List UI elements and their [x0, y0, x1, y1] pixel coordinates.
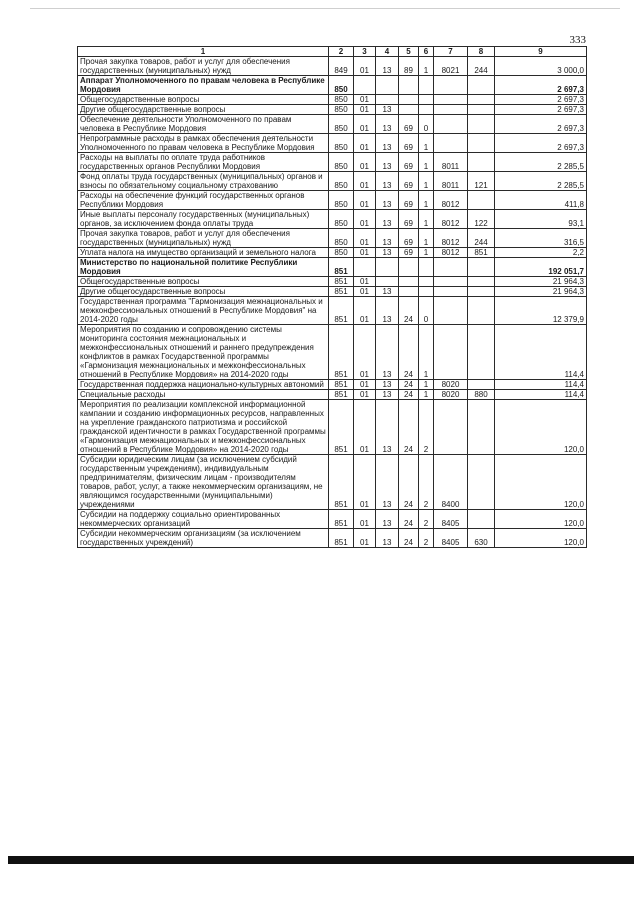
row-section-code: 01	[354, 134, 376, 153]
row-expense-type-code	[468, 510, 495, 529]
row-name: Другие общегосударственные вопросы	[78, 287, 329, 297]
row-subsection-code: 13	[376, 510, 399, 529]
row-direction-code	[434, 400, 468, 455]
table-row	[78, 191, 587, 210]
row-ministry-code: 850	[329, 95, 354, 105]
row-section-code: 01	[354, 510, 376, 529]
row-program-code: 69	[399, 153, 419, 172]
row-expense-type-code	[468, 191, 495, 210]
table-row	[78, 287, 587, 297]
row-program-code: 24	[399, 390, 419, 400]
row-amount: 114,4	[495, 390, 587, 400]
table-row	[78, 390, 587, 400]
row-ministry-code: 850	[329, 248, 354, 258]
row-subprogram-code: 1	[419, 57, 434, 76]
table-row	[78, 325, 587, 380]
table-row	[78, 229, 587, 248]
row-subsection-code: 13	[376, 172, 399, 191]
row-subprogram-code: 2	[419, 529, 434, 548]
row-subsection-code: 13	[376, 390, 399, 400]
table-row	[78, 380, 587, 390]
table-row	[78, 510, 587, 529]
row-subprogram-code: 1	[419, 191, 434, 210]
table-row	[78, 258, 587, 277]
row-program-code: 69	[399, 210, 419, 229]
row-direction-code	[434, 115, 468, 134]
page-number: 333	[569, 34, 586, 46]
row-direction-code	[434, 325, 468, 380]
row-direction-code	[434, 134, 468, 153]
row-amount: 120,0	[495, 455, 587, 510]
row-name: Государственная программа "Гармонизация межнациональных и межконфессиональных отношений в Республике Мордовия" на 2014-2020 годы	[78, 297, 329, 325]
row-expense-type-code: 122	[468, 210, 495, 229]
row-expense-type-code: 880	[468, 390, 495, 400]
row-amount: 2,2	[495, 248, 587, 258]
row-section-code: 01	[354, 380, 376, 390]
row-subsection-code: 13	[376, 455, 399, 510]
row-ministry-code: 850	[329, 191, 354, 210]
row-program-code: 69	[399, 115, 419, 134]
row-direction-code: 8405	[434, 510, 468, 529]
row-ministry-code: 851	[329, 325, 354, 380]
row-subprogram-code	[419, 95, 434, 105]
row-subsection-code: 13	[376, 529, 399, 548]
row-amount: 21 964,3	[495, 277, 587, 287]
header-col-2: 2	[329, 47, 354, 57]
row-name: Уплата налога на имущество организаций и земельного налога	[78, 248, 329, 258]
row-program-code: 89	[399, 57, 419, 76]
row-ministry-code: 850	[329, 134, 354, 153]
table-row	[78, 172, 587, 191]
row-subprogram-code	[419, 258, 434, 277]
row-subprogram-code: 1	[419, 380, 434, 390]
row-name: Субсидии на поддержку социально ориентированных некоммерческих организаций	[78, 510, 329, 529]
row-subprogram-code: 0	[419, 297, 434, 325]
table-row	[78, 400, 587, 455]
row-ministry-code: 849	[329, 57, 354, 76]
row-subprogram-code: 0	[419, 115, 434, 134]
row-section-code: 01	[354, 191, 376, 210]
row-direction-code: 8020	[434, 390, 468, 400]
row-section-code: 01	[354, 325, 376, 380]
row-ministry-code: 850	[329, 153, 354, 172]
row-section-code: 01	[354, 115, 376, 134]
row-amount: 411,8	[495, 191, 587, 210]
row-subprogram-code	[419, 76, 434, 95]
row-section-code: 01	[354, 105, 376, 115]
row-amount: 21 964,3	[495, 287, 587, 297]
row-expense-type-code: 630	[468, 529, 495, 548]
row-section-code: 01	[354, 400, 376, 455]
table-row	[78, 529, 587, 548]
row-amount: 316,5	[495, 229, 587, 248]
row-expense-type-code	[468, 297, 495, 325]
row-subsection-code: 13	[376, 105, 399, 115]
row-subsection-code: 13	[376, 380, 399, 390]
row-amount: 114,4	[495, 380, 587, 390]
row-name: Обеспечение деятельности Уполномоченного по правам человека в Республике Мордовия	[78, 115, 329, 134]
row-direction-code: 8012	[434, 248, 468, 258]
row-direction-code	[434, 287, 468, 297]
row-subprogram-code: 1	[419, 153, 434, 172]
row-name: Государственная поддержка национально-культурных автономий	[78, 380, 329, 390]
row-ministry-code: 851	[329, 529, 354, 548]
table-row	[78, 210, 587, 229]
scan-top-rule	[30, 8, 620, 9]
row-section-code	[354, 76, 376, 95]
table-row	[78, 277, 587, 287]
row-section-code: 01	[354, 95, 376, 105]
row-ministry-code: 850	[329, 229, 354, 248]
row-section-code: 01	[354, 277, 376, 287]
row-direction-code	[434, 76, 468, 95]
scan-bottom-bar	[8, 856, 634, 864]
row-name: Мероприятия по созданию и сопровождению системы мониторинга состояния межнациональных и межконфессиональных отношений и раннего предупреждения конфликтов в рамках Государственной программы «Гармонизация межнациональных и межконфессиональных отношений в Республике Мордовия» на 2014-2020 годы	[78, 325, 329, 380]
row-section-code: 01	[354, 57, 376, 76]
header-col-9: 9	[495, 47, 587, 57]
table-row	[78, 153, 587, 172]
row-expense-type-code	[468, 287, 495, 297]
row-expense-type-code	[468, 400, 495, 455]
row-ministry-code: 851	[329, 287, 354, 297]
row-section-code	[354, 258, 376, 277]
row-amount: 2 697,3	[495, 134, 587, 153]
row-name: Непрограммные расходы в рамках обеспечения деятельности Уполномоченного по правам человека в Республике Мордовия	[78, 134, 329, 153]
row-name: Общегосударственные вопросы	[78, 95, 329, 105]
row-program-code	[399, 277, 419, 287]
row-program-code: 69	[399, 134, 419, 153]
row-amount: 93,1	[495, 210, 587, 229]
row-program-code: 69	[399, 172, 419, 191]
row-subprogram-code: 1	[419, 390, 434, 400]
row-name: Общегосударственные вопросы	[78, 277, 329, 287]
row-name: Министерство по национальной политике Республики Мордовия	[78, 258, 329, 277]
row-name: Прочая закупка товаров, работ и услуг для обеспечения государственных (муниципальных) нужд	[78, 57, 329, 76]
budget-table	[77, 46, 587, 548]
row-section-code: 01	[354, 248, 376, 258]
row-name: Специальные расходы	[78, 390, 329, 400]
row-ministry-code: 851	[329, 277, 354, 287]
row-direction-code: 8021	[434, 57, 468, 76]
table-row	[78, 115, 587, 134]
row-subprogram-code: 2	[419, 510, 434, 529]
header-col-5: 5	[399, 47, 419, 57]
row-name: Аппарат Уполномоченного по правам человека в Республике Мордовия	[78, 76, 329, 95]
table-header-row	[78, 47, 587, 57]
row-subprogram-code	[419, 287, 434, 297]
row-section-code: 01	[354, 455, 376, 510]
row-expense-type-code	[468, 105, 495, 115]
row-section-code: 01	[354, 390, 376, 400]
row-expense-type-code	[468, 380, 495, 390]
row-program-code	[399, 258, 419, 277]
row-subprogram-code: 2	[419, 400, 434, 455]
row-direction-code	[434, 105, 468, 115]
row-subprogram-code: 1	[419, 325, 434, 380]
row-expense-type-code	[468, 258, 495, 277]
row-subsection-code: 13	[376, 191, 399, 210]
row-program-code: 24	[399, 297, 419, 325]
row-expense-type-code: 121	[468, 172, 495, 191]
row-subprogram-code: 1	[419, 134, 434, 153]
row-ministry-code: 850	[329, 76, 354, 95]
row-direction-code	[434, 95, 468, 105]
row-program-code: 69	[399, 248, 419, 258]
row-name: Иные выплаты персоналу государственных (муниципальных) органов, за исключением фонда оплаты труда	[78, 210, 329, 229]
row-subprogram-code: 1	[419, 172, 434, 191]
row-name: Мероприятия по реализации комплексной информационной кампании и созданию информационных ресурсов, направленных на укрепление гражданского патриотизма и российской гражданской идентичности в рамках Государственной программы «Гармонизация межнациональных и межконфессиональных отношений в Республике Мордовия» на 2014-2020 годы	[78, 400, 329, 455]
row-subprogram-code	[419, 105, 434, 115]
row-direction-code: 8020	[434, 380, 468, 390]
row-program-code	[399, 287, 419, 297]
row-subprogram-code: 1	[419, 248, 434, 258]
row-name: Другие общегосударственные вопросы	[78, 105, 329, 115]
row-section-code: 01	[354, 172, 376, 191]
row-expense-type-code	[468, 95, 495, 105]
row-program-code: 24	[399, 380, 419, 390]
header-col-8: 8	[468, 47, 495, 57]
row-program-code: 24	[399, 325, 419, 380]
row-program-code	[399, 95, 419, 105]
row-subsection-code: 13	[376, 287, 399, 297]
row-subsection-code: 13	[376, 325, 399, 380]
row-subsection-code: 13	[376, 57, 399, 76]
row-direction-code	[434, 297, 468, 325]
row-amount: 192 051,7	[495, 258, 587, 277]
row-direction-code: 8011	[434, 153, 468, 172]
row-subprogram-code: 1	[419, 229, 434, 248]
row-ministry-code: 850	[329, 210, 354, 229]
row-expense-type-code: 244	[468, 57, 495, 76]
row-expense-type-code: 244	[468, 229, 495, 248]
row-program-code	[399, 105, 419, 115]
row-subsection-code	[376, 95, 399, 105]
row-expense-type-code	[468, 455, 495, 510]
row-amount: 2 285,5	[495, 172, 587, 191]
row-direction-code: 8011	[434, 172, 468, 191]
table-row	[78, 248, 587, 258]
row-ministry-code: 851	[329, 400, 354, 455]
row-subsection-code: 13	[376, 153, 399, 172]
table-row	[78, 455, 587, 510]
row-subsection-code: 13	[376, 400, 399, 455]
row-ministry-code: 850	[329, 115, 354, 134]
row-amount: 120,0	[495, 400, 587, 455]
row-subprogram-code: 2	[419, 455, 434, 510]
row-section-code: 01	[354, 153, 376, 172]
row-expense-type-code: 851	[468, 248, 495, 258]
header-col-1: 1	[78, 47, 329, 57]
row-expense-type-code	[468, 153, 495, 172]
row-subsection-code: 13	[376, 134, 399, 153]
row-amount: 12 379,9	[495, 297, 587, 325]
row-ministry-code: 851	[329, 390, 354, 400]
row-amount: 114,4	[495, 325, 587, 380]
table-row	[78, 95, 587, 105]
table-row	[78, 134, 587, 153]
row-ministry-code: 851	[329, 455, 354, 510]
row-expense-type-code	[468, 325, 495, 380]
row-expense-type-code	[468, 115, 495, 134]
row-direction-code: 8400	[434, 455, 468, 510]
row-program-code: 24	[399, 529, 419, 548]
row-subsection-code: 13	[376, 210, 399, 229]
header-col-7: 7	[434, 47, 468, 57]
row-program-code	[399, 76, 419, 95]
row-direction-code: 8405	[434, 529, 468, 548]
table-row	[78, 76, 587, 95]
row-name: Прочая закупка товаров, работ и услуг для обеспечения государственных (муниципальных) нужд	[78, 229, 329, 248]
row-amount: 2 697,3	[495, 115, 587, 134]
row-amount: 2 697,3	[495, 105, 587, 115]
row-program-code: 69	[399, 229, 419, 248]
row-amount: 2 285,5	[495, 153, 587, 172]
row-name: Фонд оплаты труда государственных (муниципальных) органов и взносы по обязательному социальному страхованию	[78, 172, 329, 191]
row-expense-type-code	[468, 277, 495, 287]
row-subsection-code	[376, 277, 399, 287]
header-col-4: 4	[376, 47, 399, 57]
row-amount: 2 697,3	[495, 76, 587, 95]
row-amount: 3 000,0	[495, 57, 587, 76]
row-ministry-code: 850	[329, 172, 354, 191]
row-subsection-code	[376, 76, 399, 95]
row-name: Расходы на обеспечение функций государственных органов Республики Мордовия	[78, 191, 329, 210]
row-amount: 120,0	[495, 529, 587, 548]
row-ministry-code: 851	[329, 258, 354, 277]
table-row	[78, 57, 587, 76]
row-program-code: 24	[399, 510, 419, 529]
row-name: Субсидии юридическим лицам (за исключением субсидий государственным учреждениям), индивидуальным предпринимателям, физическим лицам - производителям товаров, работ, услуг, а также некоммерческим организациям, не являющимся государственными (муниципальными) учреждениями	[78, 455, 329, 510]
table-row	[78, 297, 587, 325]
row-subsection-code: 13	[376, 297, 399, 325]
row-section-code: 01	[354, 287, 376, 297]
row-direction-code: 8012	[434, 191, 468, 210]
row-ministry-code: 851	[329, 297, 354, 325]
row-subprogram-code: 1	[419, 210, 434, 229]
row-section-code: 01	[354, 529, 376, 548]
row-expense-type-code	[468, 134, 495, 153]
row-direction-code	[434, 258, 468, 277]
row-program-code: 24	[399, 455, 419, 510]
table-row	[78, 105, 587, 115]
row-ministry-code: 851	[329, 380, 354, 390]
row-name: Расходы на выплаты по оплате труда работников государственных органов Республики Мордовия	[78, 153, 329, 172]
row-direction-code: 8012	[434, 210, 468, 229]
header-col-3: 3	[354, 47, 376, 57]
row-ministry-code: 850	[329, 105, 354, 115]
row-subsection-code	[376, 258, 399, 277]
row-section-code: 01	[354, 297, 376, 325]
row-direction-code: 8012	[434, 229, 468, 248]
row-name: Субсидии некоммерческим организациям (за исключением государственных учреждений)	[78, 529, 329, 548]
row-subsection-code: 13	[376, 115, 399, 134]
row-direction-code	[434, 277, 468, 287]
header-col-6: 6	[419, 47, 434, 57]
row-amount: 2 697,3	[495, 95, 587, 105]
row-program-code: 24	[399, 400, 419, 455]
row-subsection-code: 13	[376, 229, 399, 248]
row-section-code: 01	[354, 210, 376, 229]
row-amount: 120,0	[495, 510, 587, 529]
row-subsection-code: 13	[376, 248, 399, 258]
row-section-code: 01	[354, 229, 376, 248]
row-program-code: 69	[399, 191, 419, 210]
row-expense-type-code	[468, 76, 495, 95]
row-ministry-code: 851	[329, 510, 354, 529]
row-subprogram-code	[419, 277, 434, 287]
